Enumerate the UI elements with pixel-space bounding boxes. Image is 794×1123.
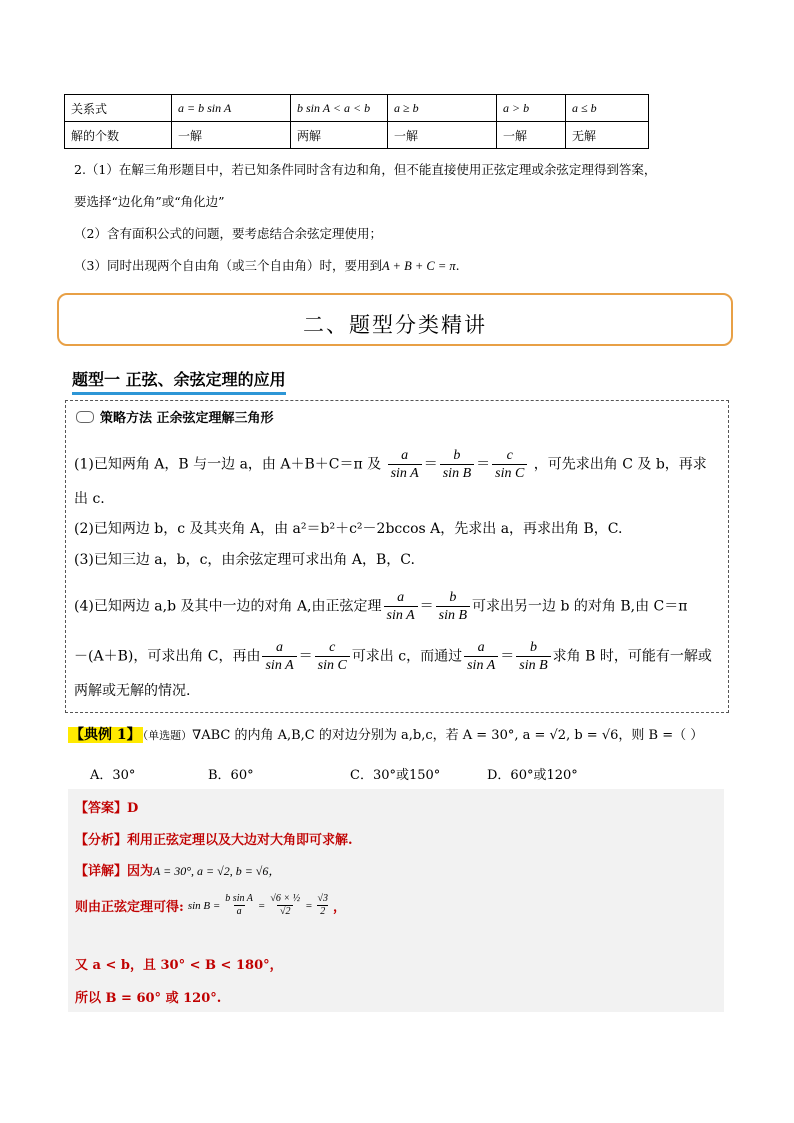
table-row: [65, 122, 649, 149]
table-cell: 关系式: [65, 95, 172, 122]
table-cell: 一解: [388, 122, 497, 149]
option-d[interactable]: D．60°或120°: [487, 768, 578, 783]
example-question: ∇ABC 的内角 A,B,C 的对边分别为 a,b,c，若 A = 30°, a = √2, b = √6，则 B =（ ）: [192, 728, 704, 743]
example-label: 【典例 1】: [70, 727, 141, 743]
fraction: $\frac{a}{\text{sin A}}$: [388, 447, 422, 482]
fraction: $\frac{c}{\text{sin C}}$: [492, 447, 527, 482]
table-cell: 一解: [172, 122, 291, 149]
fraction: $\frac{a}{\text{sin A}}$: [262, 639, 296, 674]
detail-math: A = 30°, a = √2, b = √6，: [153, 864, 281, 878]
note-text: （3）同时出现两个自由角（或三个自由角）时，要用到: [74, 258, 382, 273]
table-cell: a ≥ b: [388, 95, 497, 122]
fraction: $\frac{a}{\text{sin A}}$: [464, 639, 498, 674]
table-cell: 两解: [291, 122, 388, 149]
strategy-line-2: (2)已知两边 b，c 及其夹角 A，由 a²＝b²＋c²－2bccos A，先求出 a，再求出角 B，C.: [74, 521, 623, 537]
table-cell: a > b: [497, 95, 566, 122]
strategy-line-6: 两解或无解的情况.: [74, 683, 191, 699]
fraction: $\frac{a}{\text{sin A}}$: [384, 589, 418, 624]
detail-line: [75, 860, 280, 879]
condition-line: 又 a < b，且 30° < B < 180°，: [75, 958, 283, 973]
example-stem: [68, 724, 703, 744]
strategy-line-3: (3)已知三边 a，b，c，由余弦定理可求出角 A，B，C.: [74, 552, 415, 568]
sine-rule-line: [75, 893, 346, 918]
table-row: [65, 95, 649, 122]
table-cell: 解的个数: [65, 122, 172, 149]
example-tag: （单选题）: [142, 729, 193, 742]
strategy-line-1: (1)已知两角 A，B 与一边 a，由 A＋B＋C＝π 及 $\frac{a}{\text{sin A}}$ ＝ $\frac{b}{\text{sin B}}$ ＝ $\frac{c}{\text{sin C}}$ ，可先求出角 C 及 b，再求: [74, 448, 707, 481]
strategy-line-5: －(A＋B)，可求出角 C，再由 $\frac{a}{\text{sin A}}$ ＝ $\frac{c}{\text{sin C}}$ 可求出 c，而通过 $\frac{a}{\text{sin A}}$ ＝ $\frac{b}{\text{sin B}}$ 求角 B 时，可能有一解或: [74, 640, 712, 673]
line-text: ，可先求出角 C 及 b，再求: [533, 456, 707, 473]
strategy-heading-text: 策略方法 正余弦定理解三角形: [100, 411, 274, 426]
sine-formula: sin B = $\frac{\text{b sin A}}{a}$ = $\frac{\text{√6 × ½}}{√2}$ = $\frac{√3}{2}$: [188, 893, 333, 918]
note-2-part2: （2）含有面积公式的问题，要考虑结合余弦定理使用；: [74, 226, 382, 241]
note-2-part1-cont: 要选择“边化角”或“角化边”: [74, 194, 225, 209]
note-2-part1: 2.（1）在解三角形题目中，若已知条件同时含有边和角，但不能直接使用正弦定理或余弦定理得到答案，: [74, 162, 657, 177]
fraction: $\frac{\text{√6 × ½}}{√2}$: [270, 893, 301, 917]
option-b[interactable]: B．60°: [208, 768, 254, 783]
analysis-line: 【分析】利用正弦定理以及大边对大角即可求解.: [75, 833, 353, 848]
sine-label: 则由正弦定理可得:: [75, 900, 184, 915]
fraction: $\frac{b}{\text{sin B}}$: [436, 589, 470, 624]
table-cell: a ≤ b: [566, 95, 649, 122]
fraction: $\frac{√3}{2}$: [317, 893, 329, 917]
type-title: 题型一 正弦、余弦定理的应用: [72, 367, 286, 395]
strategy-heading: [76, 407, 274, 426]
fraction: $\frac{\text{b sin A}}{a}$: [225, 893, 253, 917]
sine-tail: ，: [333, 900, 347, 915]
table-cell: a = b sin A: [172, 95, 291, 122]
line-text: 可求出另一边 b 的对角 B,由 C＝π: [472, 598, 688, 615]
line-text: (4)已知两边 a,b 及其中一边的对角 A,由正弦定理: [74, 598, 382, 615]
strategy-box: [65, 400, 729, 713]
section-title: 二、题型分类精讲: [303, 313, 487, 337]
answer-line: 【答案】D: [75, 801, 139, 816]
line-text: 求角 B 时，可能有一解或: [552, 648, 712, 665]
discriminant-table: [64, 94, 649, 149]
pointing-hand-icon: [76, 411, 94, 423]
line-text: 可求出 c，而通过: [351, 648, 463, 665]
option-a[interactable]: A．30°: [90, 768, 136, 783]
strategy-line-4: (4)已知两边 a,b 及其中一边的对角 A,由正弦定理 $\frac{a}{\text{sin A}}$ ＝ $\frac{b}{\text{sin B}}$ 可求出另一边 b 的对角 B,由 C＝π: [74, 590, 688, 623]
final-line: 所以 B = 60° 或 120°.: [75, 991, 222, 1006]
fraction: $\frac{b}{\text{sin B}}$: [440, 447, 474, 482]
solution-block: [68, 789, 724, 1012]
fraction: $\frac{b}{\text{sin B}}$: [516, 639, 550, 674]
note-text: .: [455, 258, 460, 273]
detail-label: 【详解】因为: [75, 864, 154, 879]
line-text: －(A＋B)，可求出角 C，再由: [74, 648, 261, 665]
table-cell: 一解: [497, 122, 566, 149]
line-text: (1)已知两角 A，B 与一边 a，由 A＋B＋C＝π 及: [74, 456, 382, 473]
section-banner: [57, 293, 733, 346]
fraction: $\frac{c}{\text{sin C}}$: [315, 639, 350, 674]
table-cell: 无解: [566, 122, 649, 149]
option-c[interactable]: C．30°或150°: [350, 768, 441, 783]
note-formula: A + B + C = π: [381, 259, 456, 273]
table-cell: b sin A < a < b: [291, 95, 388, 122]
strategy-line-1b: 出 c.: [74, 491, 105, 507]
note-2-part3: [74, 256, 460, 274]
